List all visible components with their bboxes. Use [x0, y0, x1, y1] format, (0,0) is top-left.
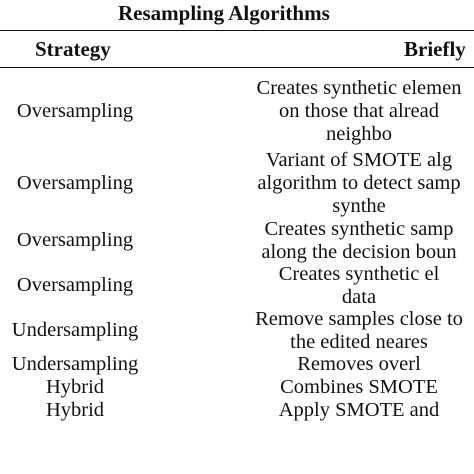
description-cell [150, 77, 474, 146]
description-line: Removes overl [297, 353, 421, 375]
strategy-cell: Oversampling [16, 229, 134, 251]
column-header-briefly: Briefly [404, 37, 466, 61]
table-row [0, 149, 474, 218]
table-body [0, 74, 474, 422]
description-line: neighbo [325, 123, 393, 145]
table-row [0, 308, 474, 353]
table-title: Resampling Algorithms [118, 1, 330, 25]
description-cell [150, 353, 474, 376]
description-cell [150, 218, 474, 264]
description-line: along the decision boun [261, 241, 457, 263]
description-line: on those that alread [279, 100, 439, 122]
description-line: synthe [332, 195, 386, 217]
strategy-cell: Hybrid [45, 376, 105, 398]
table-row [0, 399, 474, 422]
description-line: Remove samples close to [255, 308, 463, 330]
description-line: Apply SMOTE and [278, 399, 440, 421]
strategy-cell: Oversampling [16, 100, 134, 122]
table-row [0, 376, 474, 399]
strategy-cell: Undersampling [11, 353, 139, 375]
description-line: Creates synthetic el [278, 263, 440, 285]
column-header-strategy: Strategy [35, 37, 111, 61]
top-rule [0, 30, 474, 31]
description-line: algorithm to detect samp [257, 172, 461, 194]
description-cell [150, 399, 474, 422]
description-line: Creates synthetic samp [264, 218, 454, 240]
strategy-cell: Oversampling [16, 172, 134, 194]
description-cell [150, 263, 474, 309]
table-row [0, 263, 474, 308]
description-cell [150, 149, 474, 218]
table-row [0, 218, 474, 263]
description-cell [150, 376, 474, 399]
description-line: the edited neares [290, 331, 428, 353]
description-line: data [341, 286, 377, 308]
description-line: Variant of SMOTE alg [265, 149, 453, 171]
header-rule [0, 67, 474, 68]
strategy-cell: Hybrid [45, 399, 105, 421]
strategy-cell: Oversampling [16, 274, 134, 296]
table-row [0, 74, 474, 149]
strategy-cell: Undersampling [11, 319, 139, 341]
description-line: Creates synthetic elemen [256, 77, 462, 99]
table-row [0, 353, 474, 376]
description-line: Combines SMOTE [280, 376, 438, 398]
description-cell [150, 308, 474, 354]
